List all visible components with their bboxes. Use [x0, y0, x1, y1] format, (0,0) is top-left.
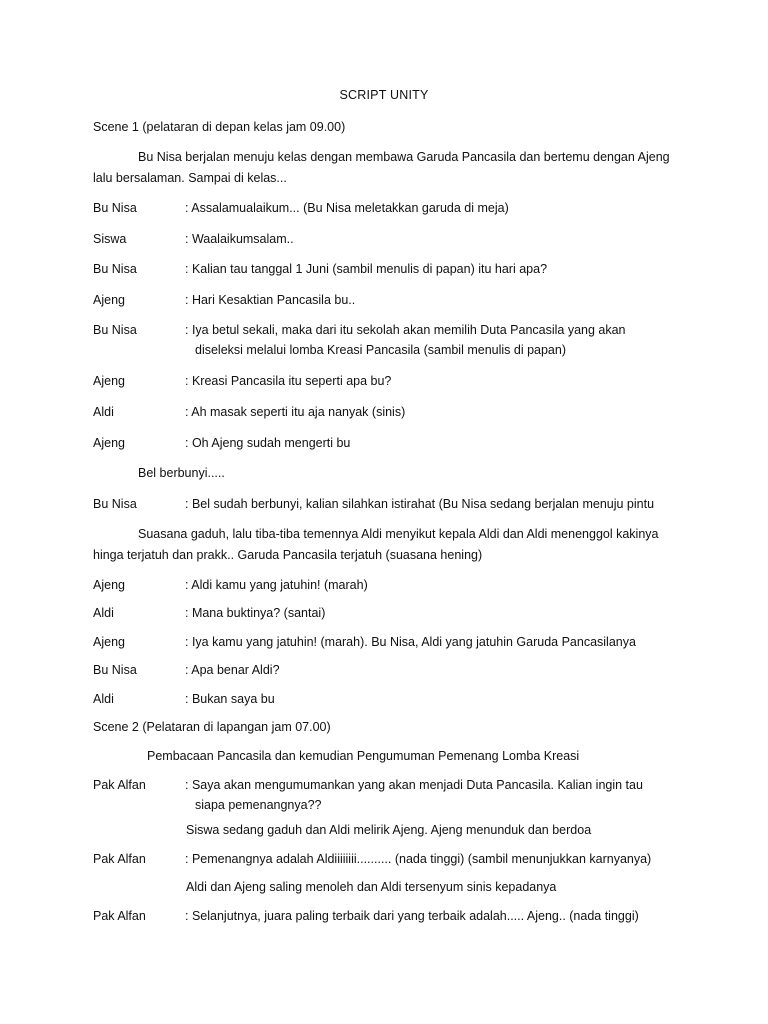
- dialog-text: : Bukan saya bu: [185, 692, 275, 706]
- speaker-name: Bu Nisa: [93, 262, 137, 276]
- speaker-name: Bu Nisa: [93, 323, 137, 337]
- dialog-text: : Apa benar Aldi?: [185, 663, 280, 677]
- speaker-name: Pak Alfan: [93, 778, 146, 792]
- dialog-text: : Kalian tau tanggal 1 Juni (sambil menulis di papan) itu hari apa?: [185, 262, 548, 276]
- dialog-text: : Iya betul sekali, maka dari itu sekolah akan memilih Duta Pancasila yang akan diseleksi melalui lomba Kreasi Pancasila (sambil menulis di papan): [185, 323, 626, 357]
- dialog-text: : Aldi kamu yang jatuhin! (marah): [185, 578, 368, 592]
- speaker-name: Ajeng: [93, 374, 125, 388]
- stage-direction: Bel berbunyi.....: [138, 466, 225, 480]
- dialog-text: : Waalaikumsalam..: [185, 232, 294, 246]
- speaker-name: Ajeng: [93, 635, 125, 649]
- speaker-name: Siswa: [93, 232, 127, 246]
- dialog-text: : Kreasi Pancasila itu seperti apa bu?: [185, 374, 392, 388]
- scene-2-intro: Pembacaan Pancasila dan kemudian Pengumuman Pemenang Lomba Kreasi: [147, 749, 580, 763]
- scene-2-heading: Scene 2 (Pelataran di lapangan jam 07.00): [93, 720, 331, 734]
- speaker-name: Bu Nisa: [93, 201, 137, 215]
- scene-1-intro: Bu Nisa berjalan menuju kelas dengan membawa Garuda Pancasila dan bertemu dengan Ajeng lalu bersalaman. Sampai di kelas...: [93, 150, 670, 185]
- stage-direction: Aldi dan Ajeng saling menoleh dan Aldi tersenyum sinis kepadanya: [186, 880, 557, 894]
- speaker-name: Pak Alfan: [93, 909, 146, 923]
- speaker-name: Pak Alfan: [93, 852, 146, 866]
- speaker-name: Ajeng: [93, 436, 125, 450]
- speaker-name: Aldi: [93, 405, 114, 419]
- document-title: SCRIPT UNITY: [339, 88, 429, 102]
- stage-paragraph: Suasana gaduh, lalu tiba-tiba temennya Aldi menyikut kepala Aldi dan Aldi menenggol kakinya hinga terjatuh dan prakk.. Garuda Pancasila terjatuh (suasana hening): [93, 527, 659, 562]
- dialog-text: : Oh Ajeng sudah mengerti bu: [185, 436, 351, 450]
- speaker-name: Bu Nisa: [93, 663, 137, 677]
- dialog-text: : Selanjutnya, juara paling terbaik dari yang terbaik adalah..... Ajeng.. (nada tinggi): [185, 909, 639, 923]
- speaker-name: Aldi: [93, 692, 114, 706]
- dialog-text: : Iya kamu yang jatuhin! (marah). Bu Nisa, Aldi yang jatuhin Garuda Pancasilanya: [185, 635, 636, 649]
- dialog-text: : Pemenangnya adalah Aldiiiiiiii.......... (nada tinggi) (sambil menunjukkan karnyanya): [185, 852, 652, 866]
- dialog-text: : Mana buktinya? (santai): [185, 606, 326, 620]
- stage-direction: Siswa sedang gaduh dan Aldi melirik Ajeng. Ajeng menunduk dan berdoa: [186, 823, 592, 837]
- speaker-name: Aldi: [93, 606, 114, 620]
- speaker-name: Bu Nisa: [93, 497, 137, 511]
- dialog-text: : Assalamualaikum... (Bu Nisa meletakkan garuda di meja): [185, 201, 509, 215]
- scene-1-heading: Scene 1 (pelataran di depan kelas jam 09.00): [93, 120, 346, 134]
- dialog-text: : Bel sudah berbunyi, kalian silahkan istirahat (Bu Nisa sedang berjalan menuju pintu: [185, 497, 655, 511]
- speaker-name: Ajeng: [93, 578, 125, 592]
- speaker-name: Ajeng: [93, 293, 125, 307]
- dialog-text: : Ah masak seperti itu aja nanyak (sinis): [185, 405, 406, 419]
- dialog-text: : Saya akan mengumumankan yang akan menjadi Duta Pancasila. Kalian ingin tau siapa pemenangnya??: [185, 778, 643, 812]
- dialog-text: : Hari Kesaktian Pancasila bu..: [185, 293, 356, 307]
